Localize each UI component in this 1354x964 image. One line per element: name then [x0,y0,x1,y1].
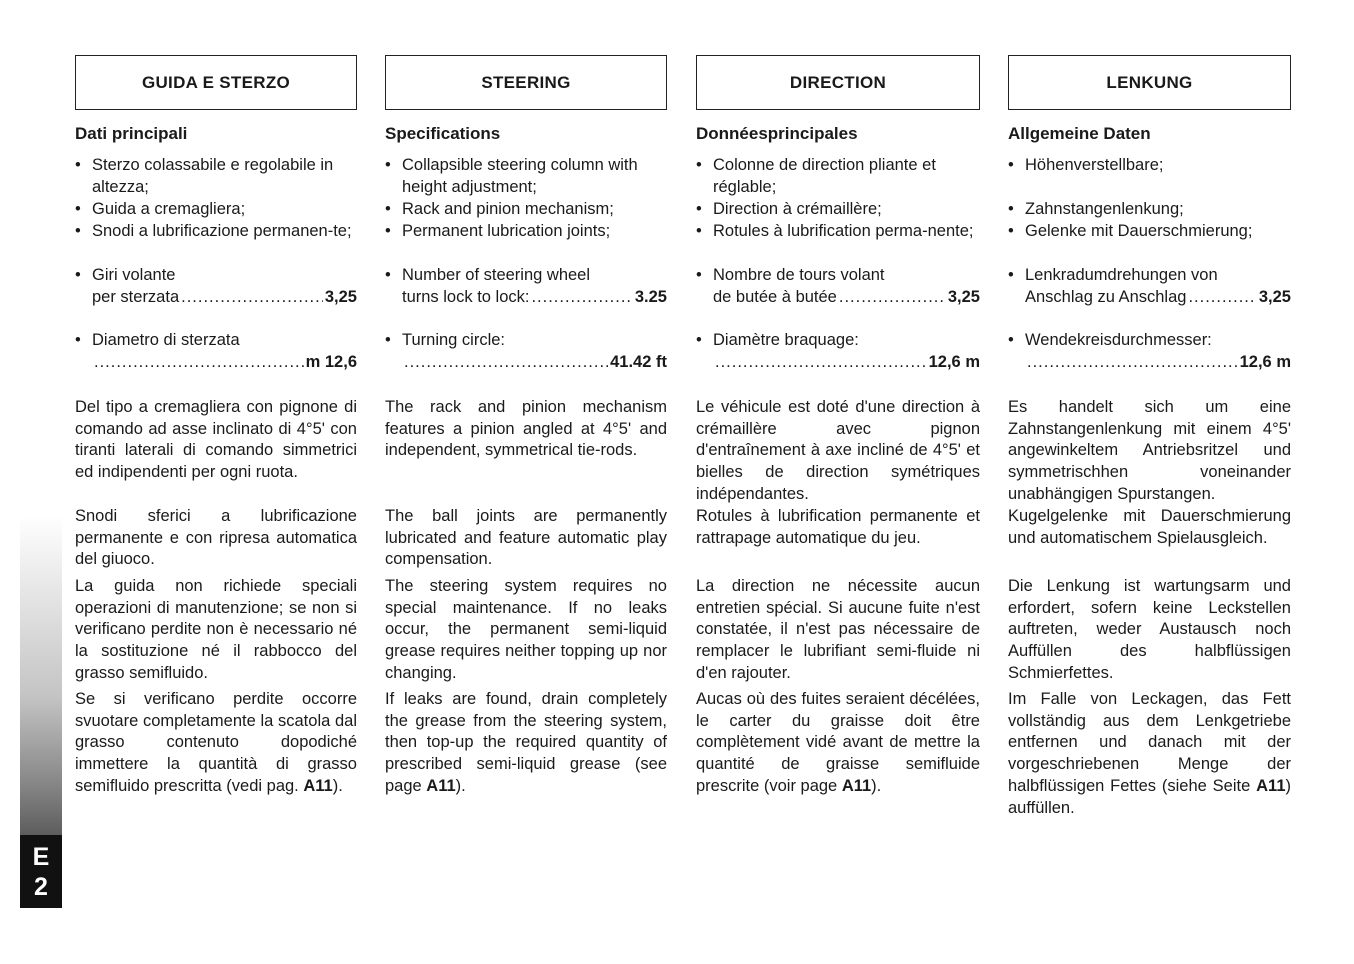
specs-list [385,155,667,405]
spec-item [1008,330,1291,373]
section-tab-number: 2 [34,872,48,901]
spec-text: • Wendekreisdurchmesser: [1025,331,1212,349]
spec-value-row [92,352,357,374]
spec-text: • Giri volante [92,266,176,284]
spec-item [385,199,667,221]
paragraph-text: The steering system requires no special maintenance. If no leaks occur, the permanent semi-liquid grease requires neither topping up nor changing. [385,577,667,682]
page-reference: A11 [303,776,333,795]
column-header [75,55,357,110]
paragraph-text: If leaks are found, drain completely the grease from the steering system, then top-up the required quantity of prescribed semi-liquid grease (see page [385,690,667,795]
spec-item [696,330,980,373]
spec-text: • Rack and pinion mechanism; [402,200,614,218]
specs-title: Donnéesprincipales [696,124,858,143]
spec-text: • Colonne de direction pliante et réglable; [713,156,936,196]
description-paragraph [385,576,667,685]
dot-leader [181,287,323,309]
spec-sublabel: Anschlag zu Anschlag [1025,287,1187,306]
paragraph-text: Snodi sferici a lubrificazione permanente e con ripresa automatica del giuoco. [75,507,357,569]
spec-text: • Zahnstangenlenkung; [1025,200,1184,218]
spec-value: 12,6 m [928,352,980,371]
spec-text: • Turning circle: [402,331,506,349]
spec-text: • Sterzo colassabile e regolabile in altezza; [92,156,334,196]
column-header [696,55,980,110]
spec-text: • Direction à crémaillère; [713,200,882,218]
dot-leader [94,352,304,374]
paragraph-end: ). [332,776,343,795]
description-paragraph [696,576,980,685]
dot-leader [531,287,632,309]
description-paragraph [385,397,667,462]
paragraph-text: Le véhicule est doté d'une direction à crémaillère avec pignon d'entraînement à axe incliné de 4°5' et bielles de direction symétriques indépendantes. [696,398,980,503]
spec-value: m 12,6 [305,352,357,371]
language-column [696,55,980,795]
description-paragraph [696,397,980,506]
paragraph-text: Del tipo a cremagliera con pignone di comando ad asse inclinato di 4°5' con tiranti laterali di comando simmetrici ed indipendenti per ogni ruota. [75,398,357,482]
spec-text: • Diamètre braquage: [713,331,859,349]
paragraph-text: Es handelt sich um eine Zahnstangenlenkung mit einem 4°5' angewinkeltem Antriebsritzel und symmetrischhen voneinander unabhängigen Spurstangen. [1008,398,1291,503]
spec-text: • Diametro di sterzata [92,331,240,349]
spec-text: • Rotules à lubrification perma-nente; [713,222,974,240]
paragraph-text: The ball joints are permanently lubricated and feature automatic play compensation. [385,507,667,569]
language-column [385,55,667,795]
spec-item [1008,199,1291,221]
specs-title: Dati principali [75,124,188,143]
spec-value-row [713,352,980,374]
spec-text: • Guida a cremagliera; [92,200,246,218]
paragraph-text: Im Falle von Leckagen, das Fett vollständig aus dem Lenkgetriebe entfernen und danach mit der vorgeschriebenen Menge der halbflüssigen Fettes (siehe Seite [1008,690,1291,795]
description-paragraph [75,506,357,571]
spec-item [385,265,667,308]
spec-item [696,221,980,243]
spec-item [1008,265,1291,308]
spec-item [1008,155,1291,177]
specs-list [696,155,980,405]
spec-text: • Snodi a lubrificazione permanen-te; [92,222,352,240]
description-paragraph [385,506,667,571]
spec-value-row [92,287,357,309]
description-paragraph [75,576,357,685]
spec-text: • Nombre de tours volant [713,266,885,284]
language-column [1008,55,1291,817]
specs-title: Specifications [385,124,501,143]
description-paragraph [1008,689,1291,819]
language-column [75,55,357,795]
dot-leader [1027,352,1238,374]
paragraph-text: Kugelgelenke mit Dauerschmierung und automatischem Spielausgleich. [1008,507,1291,547]
spec-value: 3,25 [324,287,357,306]
spec-item [75,199,357,221]
spec-sublabel: per sterzata [92,287,180,306]
side-gradient-strip [20,515,62,845]
column-header-label: DIRECTION [789,72,887,92]
description-paragraph [696,506,980,549]
spec-sublabel: de butée à butée [713,287,837,306]
spec-value: 12,6 m [1239,352,1291,371]
page-reference: A11 [1256,776,1286,795]
spec-value: 3,25 [1258,287,1291,306]
column-header-label: STEERING [481,72,571,92]
paragraph-text: Rotules à lubrification permanente et rattrapage automatique du jeu. [696,507,980,547]
spec-item [385,330,667,373]
specs-title: Allgemeine Daten [1008,124,1151,143]
column-header-label: LENKUNG [1106,72,1193,92]
spec-value-row [402,352,667,374]
spec-sublabel: turns lock to lock: [402,287,530,306]
description-paragraph [75,397,357,484]
spec-text: • Lenkradumdrehungen von [1025,266,1218,284]
description-paragraph [696,689,980,798]
spec-item [75,265,357,308]
dot-leader [715,352,927,374]
paragraph-end: ). [871,776,882,795]
spec-item [385,155,667,198]
specs-list [75,155,357,405]
spec-value-row [713,287,980,309]
section-tab [20,835,62,908]
paragraph-text: Die Lenkung ist wartungsarm und erfordert, sofern keine Leckstellen auftreten, weder Austausch noch Auffüllen des halbflüssigen Schmierfettes. [1008,577,1291,682]
spec-text: • Number of steering wheel [402,266,591,284]
spec-value: 3,25 [947,287,980,306]
paragraph-text: La direction ne nécessite aucun entretien spécial. Si aucune fuite n'est constatée, il n'est pas nécessaire de remplacer le lubrifiant semi-fluide ni d'en rajouter. [696,577,980,682]
column-header [385,55,667,110]
paragraph-text: Se si verificano perdite occorre svuotare completamente la scatola dal grasso contenuto dopodiché immettere la quantità di grasso semifluido prescritta (vedi pag. [75,690,357,795]
description-paragraph [385,689,667,798]
spec-item [696,199,980,221]
spec-value-row [1025,352,1291,374]
spec-text: • Permanent lubrication joints; [402,222,611,240]
page-reference: A11 [841,776,872,795]
spec-item [696,265,980,308]
spec-text: • Collapsible steering column with height adjustment; [402,156,638,196]
page-reference: A11 [426,776,456,795]
description-paragraph [1008,576,1291,685]
spec-value: 41.42 ft [610,352,667,371]
column-header [1008,55,1291,110]
spec-item [75,155,357,198]
spec-item [75,221,357,243]
description-paragraph [75,689,357,798]
dot-leader [1188,287,1256,309]
paragraph-end: ) auffüllen. [1008,776,1291,817]
spec-text: • Höhenverstellbare; [1025,156,1164,174]
specs-list [1008,155,1291,405]
description-paragraph [1008,506,1291,549]
spec-item [1008,221,1291,243]
paragraph-text: Aucas où des fuites seraient décélées, le carter du graisse doit être complètement vidé avant de mettre la quantité de graisse semifluide prescrite (voir page [696,690,980,795]
spec-item [75,330,357,373]
paragraph-text: The rack and pinion mechanism features a pinion angled at 4°5' and independent, symmetrical tie-rods. [385,398,667,460]
spec-value-row [1025,287,1291,309]
paragraph-end: ). [455,776,466,795]
description-paragraph [1008,397,1291,506]
spec-item [696,155,980,198]
spec-value: 3.25 [634,287,667,306]
dot-leader [404,352,608,374]
column-header-label: GUIDA E STERZO [141,72,291,92]
dot-leader [839,287,946,309]
spec-text: • Gelenke mit Dauerschmierung; [1025,222,1253,240]
paragraph-text: La guida non richiede speciali operazioni di manutenzione; se non si verificano perdite non è necessario né la sostituzione né il rabbocco del grasso semifluido. [75,577,357,682]
section-tab-letter: E [32,842,50,871]
spec-value-row [402,287,667,309]
spec-item [385,221,667,243]
